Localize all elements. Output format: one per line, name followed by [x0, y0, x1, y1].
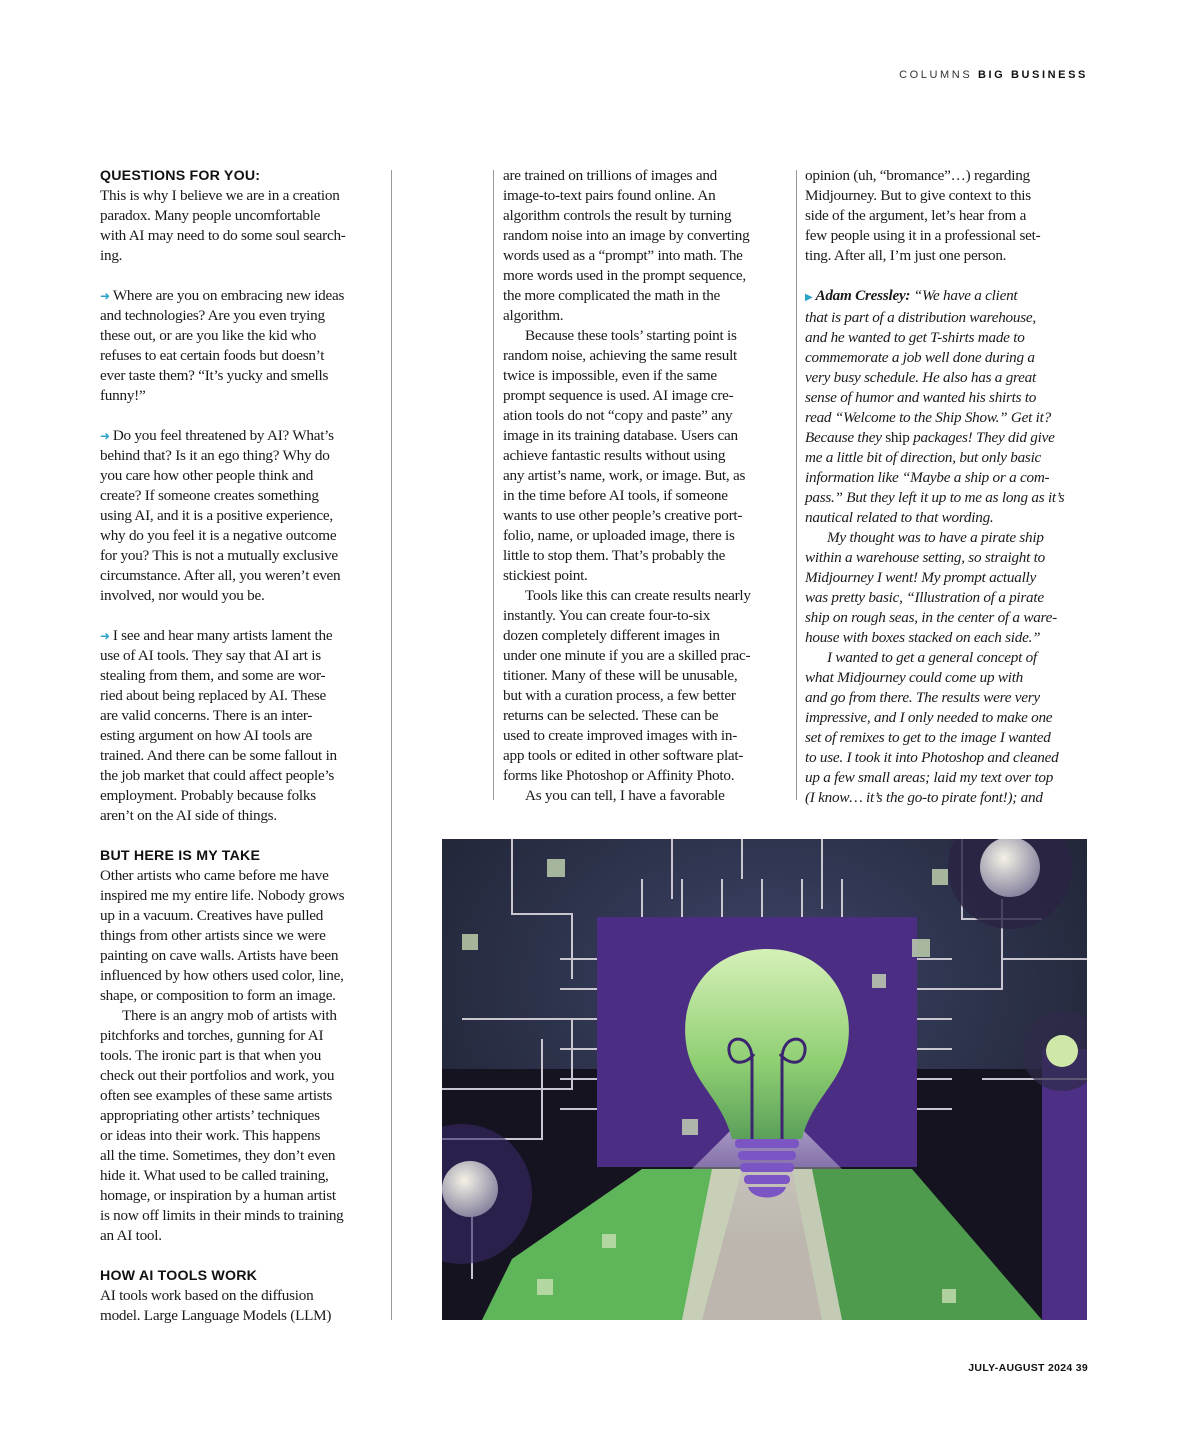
text-line: esting argument on how AI tools are [100, 727, 312, 744]
text-line: that is part of a distribution warehouse, [805, 309, 1036, 326]
text-line: homage, or inspiration by a human artist [100, 1187, 336, 1204]
text-line: model. Large Language Models (LLM) [100, 1307, 332, 1324]
text-line: are valid concerns. There is an inter- [100, 707, 313, 724]
quote-text: “We have a client [913, 287, 1018, 304]
issue-date: JULY-AUGUST 2024 [968, 1362, 1073, 1374]
text-line: painting on cave walls. Artists have been [100, 947, 339, 964]
text-line: circumstance. After all, you weren’t even [100, 567, 341, 584]
heading-how-ai-tools-work: HOW AI TOOLS WORK [100, 1268, 258, 1284]
text-line: more words used in the prompt sequence, [503, 267, 746, 284]
triangle-right-icon: ▶ [805, 292, 813, 303]
text-line: use of AI tools. They say that AI art is [100, 647, 321, 664]
text-line: was pretty basic, “Illustration of a pirate [805, 589, 1044, 606]
lightbulb-illustration [442, 839, 1087, 1320]
text-line: nautical related to that wording. [805, 509, 994, 526]
text-line: instantly. You can create four-to-six [503, 607, 711, 624]
text-line: check out their portfolios and work, you [100, 1067, 335, 1084]
text-line: This is why I believe we are in a creation [100, 187, 340, 204]
text-line: these out, or are you like the kid who [100, 327, 317, 344]
page-footer [968, 1362, 1088, 1374]
heading-questions: QUESTIONS FOR YOU: [100, 168, 261, 184]
text-line: ever taste them? “It’s yucky and smells [100, 367, 329, 384]
text-line: the job market that could affect people’s [100, 767, 335, 784]
text-line: ried about being replaced by AI. These [100, 687, 326, 704]
text-line: Where are you on embracing new ideas [112, 287, 345, 304]
text-line: impressive, and I only needed to make one [805, 709, 1053, 726]
text-line: Because these tools’ starting point is [525, 327, 737, 344]
text-line: house with boxes stacked on each side.” [805, 629, 1041, 646]
text-line: shape, or composition to form an image. [100, 987, 336, 1004]
question-item [100, 626, 383, 826]
text-line: ting. After all, I’m just one person. [805, 247, 1007, 264]
text-line: employment. Probably because folks [100, 787, 316, 804]
text-line: stealing from them, and some are wor- [100, 667, 326, 684]
text-line: is now off limits in their minds to training [100, 1207, 344, 1224]
page-number: 39 [1075, 1362, 1088, 1374]
text-line: to use. I took it into Photoshop and cleaned [805, 749, 1059, 766]
text-line: paradox. Many people uncomfortable [100, 207, 321, 224]
text-line: appropriating other artists’ techniques [100, 1107, 320, 1124]
text-line: side of the argument, let’s hear from a [805, 207, 1027, 224]
paragraph [100, 186, 383, 266]
text-line: achieve fantastic results without using [503, 447, 726, 464]
text-line: things from other artists since we were [100, 927, 326, 944]
text-line: all the time. Sometimes, they don’t even [100, 1147, 336, 1164]
text-line: or ideas into their work. This happens [100, 1127, 321, 1144]
column-two [503, 166, 789, 806]
text-line: app tools or edited in other software plat- [503, 747, 744, 764]
text-line: under one minute if you are a skilled prac- [503, 647, 751, 664]
column-rule [796, 170, 797, 800]
text-line: and technologies? Are you even trying [100, 307, 325, 324]
quote-text: packages! They did give [909, 429, 1055, 446]
column-rule [391, 170, 392, 1320]
text-line: pitchforks and torches, gunning for AI [100, 1027, 324, 1044]
orb-right [1046, 1035, 1078, 1067]
text-line: Tools like this can create results nearly [525, 587, 751, 604]
question-item [100, 286, 383, 406]
text-line: for you? This is not a mutually exclusive [100, 547, 338, 564]
text-line: few people using it in a professional set- [805, 227, 1041, 244]
column-one [100, 166, 383, 1326]
text-line: opinion (uh, “bromance”…) regarding [805, 167, 1030, 184]
text-line: Do you feel threatened by AI? What’s [112, 427, 334, 444]
text-line: algorithm controls the result by turning [503, 207, 732, 224]
text-line: funny!” [100, 387, 146, 404]
column-rule [493, 170, 494, 800]
text-line: wants to use other people’s creative port- [503, 507, 743, 524]
text-line: involved, nor would you be. [100, 587, 265, 604]
text-line: tools. The ironic part is that when you [100, 1047, 322, 1064]
text-line: little to stop them. That’s probably the [503, 547, 726, 564]
text-line: ing. [100, 247, 123, 264]
text-line: very busy schedule. He also has a great [805, 369, 1036, 386]
text-line: (I know… it’s the go-to pirate font!); and [805, 789, 1043, 806]
roman-emphasis: ship [885, 429, 910, 446]
paragraph-indented [503, 326, 789, 586]
text-line: Midjourney I went! My prompt actually [805, 569, 1037, 586]
text-line: using AI, and it is a positive experience, [100, 507, 333, 524]
text-line: As you can tell, I have a favorable [525, 787, 725, 804]
text-line: used to create improved images with in- [503, 727, 738, 744]
text-line: words used as a “prompt” into math. The [503, 247, 743, 264]
text-line: inspired me my entire life. Nobody grows [100, 887, 345, 904]
text-line: me a little bit of direction, but only basic [805, 449, 1042, 466]
paragraph-indented [503, 586, 789, 786]
column-name: BIG BUSINESS [977, 69, 1088, 81]
text-line: trained. And there can be some fallout in [100, 747, 337, 764]
section-label: COLUMNS [899, 69, 973, 81]
text-line: forms like Photoshop or Affinity Photo. [503, 767, 735, 784]
text-line: AI tools work based on the diffusion [100, 1287, 314, 1304]
text-line: image in its training database. Users can [503, 427, 738, 444]
text-line: My thought was to have a pirate ship [827, 529, 1044, 546]
text-line: sense of humor and wanted his shirts to [805, 389, 1037, 406]
paragraph [100, 866, 383, 1006]
text-line: and he wanted to get T-shirts made to [805, 329, 1025, 346]
text-line: pass.” But they left it up to me as long as it’s [805, 489, 1065, 506]
text-line: dozen completely different images in [503, 627, 720, 644]
text-line: often see examples of these same artists [100, 1087, 333, 1104]
text-line: what Midjourney could come up with [805, 669, 1024, 686]
text-line: Midjourney. But to give context to this [805, 187, 1031, 204]
text-line: but with a curation process, a few better [503, 687, 736, 704]
text-line: random noise into an image by converting [503, 227, 750, 244]
text-line: aren’t on the AI side of things. [100, 807, 277, 824]
column-three [805, 166, 1089, 808]
text-line: commemorate a job well done during a [805, 349, 1035, 366]
text-line: hide it. What used to be called training, [100, 1167, 329, 1184]
text-line: an AI tool. [100, 1227, 162, 1244]
text-line: refuses to eat certain foods but doesn’t [100, 347, 325, 364]
text-line: behind that? Is it an ego thing? Why do [100, 447, 330, 464]
text-line: set of remixes to get to the image I wanted [805, 729, 1051, 746]
arrow-right-icon: ➜ [100, 629, 110, 643]
text-line: within a warehouse setting, so straight to [805, 549, 1045, 566]
quote-attribution: Adam Cressley: [815, 287, 911, 304]
orb-top-right-core [980, 839, 1040, 897]
text-line: returns can be selected. These can be [503, 707, 719, 724]
text-line: you care how other people think and [100, 467, 314, 484]
paragraph-indented [503, 786, 789, 806]
text-line: Other artists who came before me have [100, 867, 329, 884]
text-line: read “Welcome to the Ship Show.” Get it? [805, 409, 1051, 426]
quote-paragraph [805, 528, 1089, 648]
text-line: prompt sequence is used. AI image cre- [503, 387, 734, 404]
text-line: random noise, achieving the same result [503, 347, 738, 364]
heading-my-take: BUT HERE IS MY TAKE [100, 848, 261, 864]
arrow-right-icon: ➜ [100, 429, 110, 443]
text-line: stickiest point. [503, 567, 588, 584]
quote-paragraph [805, 648, 1089, 808]
paragraph [805, 166, 1089, 266]
paragraph [503, 166, 789, 326]
text-line: up in a vacuum. Creatives have pulled [100, 907, 324, 924]
text-line: why do you feel it is a negative outcome [100, 527, 337, 544]
text-line: ation tools do not “copy and paste” any [503, 407, 733, 424]
running-head [899, 69, 1088, 81]
text-line: I see and hear many artists lament the [112, 627, 333, 644]
paragraph-indented [100, 1006, 383, 1246]
text-line: are trained on trillions of images and [503, 167, 718, 184]
text-line: image-to-text pairs found online. An [503, 187, 716, 204]
paragraph [100, 1286, 383, 1326]
text-line: with AI may need to do some soul search- [100, 227, 346, 244]
text-line: I wanted to get a general concept of [827, 649, 1037, 666]
text-line: up a few small areas; laid my text over top [805, 769, 1054, 786]
orb-left [442, 1161, 498, 1217]
text-line: information like “Maybe a ship or a com- [805, 469, 1050, 486]
text-line: influenced by how others used color, line, [100, 967, 344, 984]
text-line: create? If someone creates something [100, 487, 319, 504]
question-item [100, 426, 383, 606]
text-line: titioner. Many of these will be unusable, [503, 667, 738, 684]
quote-block [805, 286, 1089, 528]
text-line: ship on rough seas, in the center of a ware- [805, 609, 1057, 626]
text-line: folio, name, or uploaded image, there is [503, 527, 735, 544]
text-line: twice is impossible, even if the same [503, 367, 717, 384]
quote-text: Because they [805, 429, 886, 446]
text-line: in the time before AI tools, if someone [503, 487, 728, 504]
text-line: algorithm. [503, 307, 564, 324]
text-line: There is an angry mob of artists with [122, 1007, 337, 1024]
arrow-right-icon: ➜ [100, 289, 110, 303]
text-line: any artist’s name, work, or image. But, as [503, 467, 746, 484]
text-line: the more complicated the math in the [503, 287, 721, 304]
text-line: and go from there. The results were very [805, 689, 1040, 706]
